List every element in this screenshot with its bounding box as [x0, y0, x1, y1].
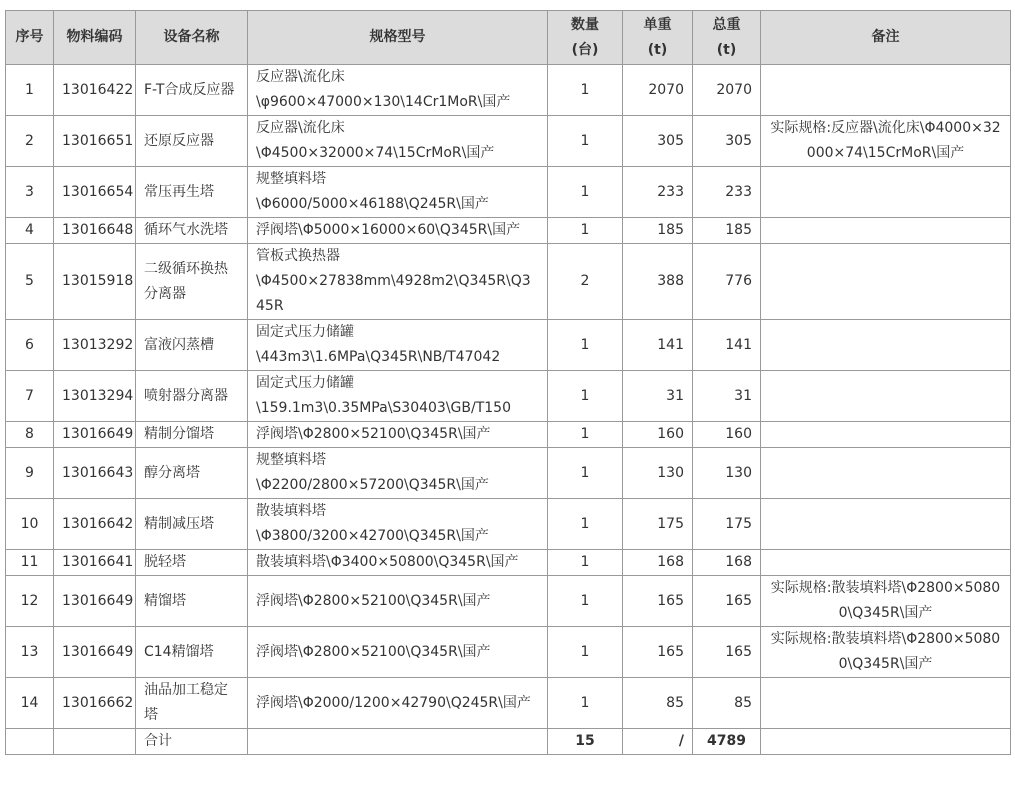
header-total-weight [693, 11, 761, 65]
header-unit-line2: (t) [647, 41, 668, 58]
cell-remark: 实际规格:散装填料塔\Φ2800×50800\Q345R\国产 [761, 627, 1011, 678]
cell-qty: 1 [548, 218, 623, 244]
cell-total-weight: 130 [693, 448, 761, 499]
cell-total-weight: 2070 [693, 65, 761, 116]
cell-spec-line2: \φ9600×47000×130\14Cr1MoR\国产 [256, 94, 511, 110]
cell-name: 常压再生塔 [136, 167, 248, 218]
cell-spec [248, 627, 548, 678]
cell-code: 13016642 [54, 499, 136, 550]
cell-no: 14 [6, 678, 54, 729]
cell-code: 13016662 [54, 678, 136, 729]
cell-no: 5 [6, 244, 54, 320]
cell-no: 7 [6, 371, 54, 422]
cell-unit-weight: 2070 [623, 65, 693, 116]
cell-spec-line1: 浮阀塔\Φ2800×52100\Q345R\国产 [256, 643, 491, 660]
table-row [6, 448, 1011, 499]
cell-unit-weight: 130 [623, 448, 693, 499]
cell-no: 8 [6, 422, 54, 448]
cell-unit-weight: 165 [623, 627, 693, 678]
cell-total-weight: 160 [693, 422, 761, 448]
cell-spec [248, 244, 548, 320]
cell-total-weight: 233 [693, 167, 761, 218]
cell-spec [248, 448, 548, 499]
cell-total-weight: 85 [693, 678, 761, 729]
cell-qty: 1 [548, 550, 623, 576]
cell-unit-weight: 305 [623, 116, 693, 167]
cell-unit-weight: 185 [623, 218, 693, 244]
cell-total-weight: 141 [693, 320, 761, 371]
cell-remark [761, 371, 1011, 422]
cell-spec [248, 65, 548, 116]
cell-qty: 1 [548, 678, 623, 729]
header-name: 设备名称 [136, 11, 248, 65]
cell-spec-line2: \Φ2200/2800×57200\Q345R\国产 [256, 477, 489, 493]
cell-remark [761, 678, 1011, 729]
cell-spec-line1: 管板式换热器 [256, 248, 340, 264]
total-empty-cell [6, 729, 54, 755]
total-row [6, 729, 1011, 755]
cell-spec [248, 550, 548, 576]
cell-unit-weight: 233 [623, 167, 693, 218]
cell-total-weight: 305 [693, 116, 761, 167]
cell-code: 13016643 [54, 448, 136, 499]
cell-unit-weight: 141 [623, 320, 693, 371]
cell-name: 油品加工稳定塔 [136, 678, 248, 729]
cell-name: 循环气水洗塔 [136, 218, 248, 244]
cell-name: 精馏塔 [136, 576, 248, 627]
cell-unit-weight: 31 [623, 371, 693, 422]
cell-total-weight: 168 [693, 550, 761, 576]
cell-code: 13016654 [54, 167, 136, 218]
cell-remark: 实际规格:散装填料塔\Φ2800×50800\Q345R\国产 [761, 576, 1011, 627]
table-row [6, 576, 1011, 627]
cell-no: 13 [6, 627, 54, 678]
header-no: 序号 [6, 11, 54, 65]
cell-name: 脱轻塔 [136, 550, 248, 576]
cell-qty: 1 [548, 116, 623, 167]
header-unit-weight [623, 11, 693, 65]
cell-remark [761, 422, 1011, 448]
cell-unit-weight: 85 [623, 678, 693, 729]
total-qty: 15 [548, 729, 623, 755]
cell-name: 喷射器分离器 [136, 371, 248, 422]
cell-spec [248, 678, 548, 729]
cell-remark [761, 167, 1011, 218]
cell-spec [248, 167, 548, 218]
cell-qty: 1 [548, 371, 623, 422]
header-total-line2: (t) [716, 41, 737, 58]
cell-no: 4 [6, 218, 54, 244]
cell-spec-line1: 固定式压力储罐 [256, 324, 354, 340]
header-qty-line2: (台) [571, 41, 599, 58]
cell-total-weight: 776 [693, 244, 761, 320]
cell-remark [761, 499, 1011, 550]
cell-spec-line2: \443m3\1.6MPa\Q345R\NB/T47042 [256, 349, 501, 365]
cell-spec-line1: 规整填料塔 [256, 171, 326, 187]
cell-name: 精制减压塔 [136, 499, 248, 550]
cell-code: 13016649 [54, 576, 136, 627]
cell-code: 13013294 [54, 371, 136, 422]
cell-no: 3 [6, 167, 54, 218]
table-row [6, 167, 1011, 218]
cell-spec [248, 320, 548, 371]
cell-name: F-T合成反应器 [136, 65, 248, 116]
cell-unit-weight: 175 [623, 499, 693, 550]
cell-name: C14精馏塔 [136, 627, 248, 678]
cell-remark [761, 218, 1011, 244]
cell-spec-line1: 散装填料塔\Φ3400×50800\Q345R\国产 [256, 554, 519, 570]
cell-qty: 1 [548, 576, 623, 627]
header-code: 物料编码 [54, 11, 136, 65]
cell-total-weight: 31 [693, 371, 761, 422]
cell-spec [248, 499, 548, 550]
cell-code: 13013292 [54, 320, 136, 371]
cell-spec-line2: \Φ6000/5000×46188\Q245R\国产 [256, 196, 489, 212]
cell-no: 9 [6, 448, 54, 499]
total-empty-cell [248, 729, 548, 755]
cell-spec-line2: \Φ4500×27838mm\4928m2\Q345R\Q345R [256, 273, 531, 314]
cell-spec-line1: 固定式压力储罐 [256, 375, 354, 391]
cell-no: 1 [6, 65, 54, 116]
cell-name: 还原反应器 [136, 116, 248, 167]
cell-spec [248, 576, 548, 627]
header-qty [548, 11, 623, 65]
cell-name: 二级循环换热分离器 [136, 244, 248, 320]
cell-total-weight: 165 [693, 576, 761, 627]
cell-spec-line2: \159.1m3\0.35MPa\S30403\GB/T150 [256, 400, 512, 416]
table-row [6, 320, 1011, 371]
cell-qty: 1 [548, 167, 623, 218]
cell-spec-line1: 反应器\流化床 [256, 69, 345, 85]
table-row [6, 499, 1011, 550]
cell-qty: 1 [548, 499, 623, 550]
cell-no: 11 [6, 550, 54, 576]
table-body [6, 65, 1011, 729]
table-row [6, 244, 1011, 320]
cell-unit-weight: 388 [623, 244, 693, 320]
cell-qty: 2 [548, 244, 623, 320]
cell-total-weight: 175 [693, 499, 761, 550]
cell-code: 13016648 [54, 218, 136, 244]
table-row [6, 550, 1011, 576]
cell-total-weight: 185 [693, 218, 761, 244]
total-unit-weight: / [623, 729, 693, 755]
header-remark: 备注 [761, 11, 1011, 65]
cell-remark [761, 65, 1011, 116]
cell-spec-line1: 浮阀塔\Φ2800×52100\Q345R\国产 [256, 426, 491, 442]
total-empty-cell [761, 729, 1011, 755]
cell-unit-weight: 168 [623, 550, 693, 576]
equipment-table [5, 10, 1011, 755]
cell-spec-line1: 反应器\流化床 [256, 120, 345, 136]
cell-qty: 1 [548, 627, 623, 678]
cell-spec [248, 218, 548, 244]
cell-no: 2 [6, 116, 54, 167]
cell-spec-line2: \Φ3800/3200×42700\Q345R\国产 [256, 528, 489, 544]
cell-spec-line1: 规整填料塔 [256, 452, 326, 468]
header-unit-line1: 单重 [643, 16, 672, 33]
table-row [6, 65, 1011, 116]
cell-unit-weight: 165 [623, 576, 693, 627]
table-row [6, 218, 1011, 244]
cell-remark [761, 244, 1011, 320]
cell-spec-line1: 浮阀塔\Φ2000/1200×42790\Q245R\国产 [256, 694, 531, 711]
table-row [6, 678, 1011, 729]
cell-remark [761, 320, 1011, 371]
cell-code: 13016649 [54, 422, 136, 448]
cell-spec [248, 371, 548, 422]
cell-spec [248, 422, 548, 448]
cell-spec-line1: 散装填料塔 [256, 503, 326, 519]
cell-no: 6 [6, 320, 54, 371]
cell-unit-weight: 160 [623, 422, 693, 448]
cell-qty: 1 [548, 320, 623, 371]
table-row [6, 371, 1011, 422]
cell-qty: 1 [548, 448, 623, 499]
cell-remark: 实际规格:反应器\流化床\Φ4000×32000×74\15CrMoR\国产 [761, 116, 1011, 167]
cell-code: 13016651 [54, 116, 136, 167]
cell-total-weight: 165 [693, 627, 761, 678]
cell-qty: 1 [548, 65, 623, 116]
cell-name: 富液闪蒸槽 [136, 320, 248, 371]
cell-no: 12 [6, 576, 54, 627]
cell-name: 精制分馏塔 [136, 422, 248, 448]
table-header-row [6, 11, 1011, 65]
cell-no: 10 [6, 499, 54, 550]
total-label: 合计 [136, 729, 248, 755]
cell-remark [761, 448, 1011, 499]
cell-code: 13016649 [54, 627, 136, 678]
cell-name: 醇分离塔 [136, 448, 248, 499]
header-qty-line1: 数量 [571, 16, 599, 33]
table-row [6, 627, 1011, 678]
cell-code: 13016422 [54, 65, 136, 116]
table-row [6, 422, 1011, 448]
cell-spec [248, 116, 548, 167]
header-total-line1: 总重 [712, 16, 741, 33]
cell-remark [761, 550, 1011, 576]
cell-spec-line1: 浮阀塔\Φ2800×52100\Q345R\国产 [256, 592, 491, 609]
cell-code: 13015918 [54, 244, 136, 320]
table-row [6, 116, 1011, 167]
total-weight: 4789 [693, 729, 761, 755]
header-spec: 规格型号 [248, 11, 548, 65]
cell-qty: 1 [548, 422, 623, 448]
cell-code: 13016641 [54, 550, 136, 576]
cell-spec-line2: \Φ4500×32000×74\15CrMoR\国产 [256, 145, 495, 161]
total-empty-cell [54, 729, 136, 755]
cell-spec-line1: 浮阀塔\Φ5000×16000×60\Q345R\国产 [256, 222, 521, 238]
